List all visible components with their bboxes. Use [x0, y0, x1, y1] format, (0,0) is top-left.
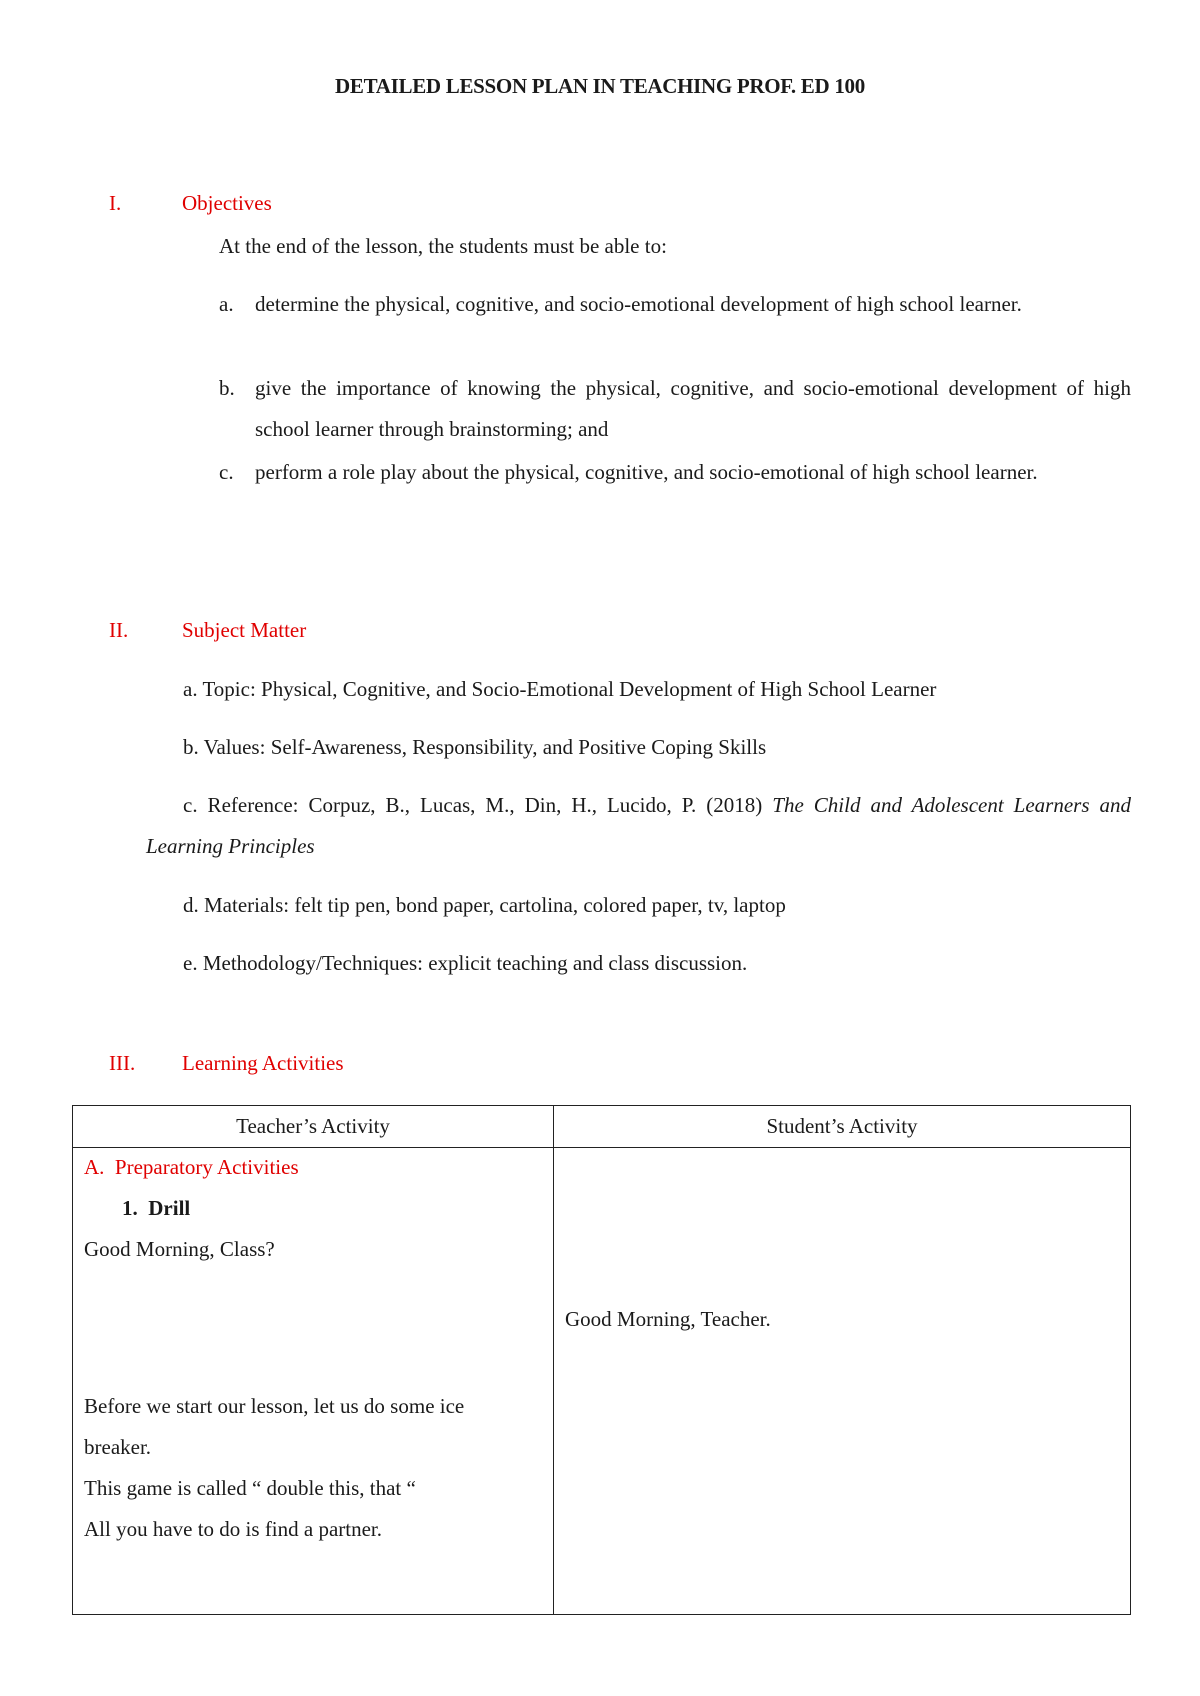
- reference-authors: c. Reference: Corpuz, B., Lucas, M., Din, H., Lucido, P. (2018): [183, 793, 763, 817]
- teacher-line: All you have to do is find a partner.: [84, 1517, 383, 1541]
- learning-activities-heading: Learning Activities: [182, 1051, 344, 1075]
- teacher-line: Good Morning, Class?: [84, 1237, 275, 1261]
- section-title: Preparatory Activities: [114, 1155, 299, 1179]
- teacher-line: breaker.: [84, 1435, 152, 1459]
- subject-values: b. Values: Self-Awareness, Responsibility, and Positive Coping Skills: [183, 735, 767, 759]
- subject-topic: a. Topic: Physical, Cognitive, and Socio-Emotional Development of High School Learner: [183, 677, 937, 701]
- objective-item-b: [219, 368, 1131, 452]
- student-activity-cell: [554, 1148, 1131, 1615]
- objectives-heading: Objectives: [182, 191, 272, 215]
- drill-heading: [122, 1188, 190, 1229]
- teacher-line: Before we start our lesson, let us do some ice: [84, 1394, 465, 1418]
- subject-methodology: e. Methodology/Techniques: explicit teaching and class discussion.: [183, 951, 748, 975]
- objective-item-c: [219, 452, 1131, 536]
- activities-table: [72, 1105, 1131, 1615]
- objectives-intro: At the end of the lesson, the students must be able to:: [219, 234, 667, 258]
- objective-label: c.: [219, 460, 234, 484]
- subject-reference: [146, 785, 1131, 867]
- step-title: Drill: [148, 1196, 191, 1220]
- subject-matter-heading: Subject Matter: [182, 618, 307, 642]
- learning-activities-number: III.: [109, 1051, 136, 1075]
- objective-text: determine the physical, cognitive, and socio-emotional development of high school learner.: [255, 292, 1022, 316]
- step-number: 1.: [122, 1196, 138, 1220]
- objective-item-a: [219, 284, 1131, 368]
- section-label: A.: [84, 1155, 105, 1179]
- section-heading: [84, 1147, 299, 1188]
- objective-text: give the importance of knowing the physical, cognitive, and socio-emotional development of high school learner through brainstorming; and: [255, 376, 1131, 441]
- teacher-activity-cell: [73, 1148, 554, 1615]
- reference-book-title: The Child and Adolescent Learners and Learning Principles: [146, 793, 1132, 858]
- teacher-line: This game is called “ double this, that “: [84, 1476, 416, 1500]
- objective-label: b.: [219, 376, 235, 400]
- objective-text: perform a role play about the physical, cognitive, and socio-emotional of high school learner.: [255, 460, 1038, 484]
- document-title: DETAILED LESSON PLAN IN TEACHING PROF. ED 100: [335, 74, 865, 98]
- teacher-activity-header: Teacher’s Activity: [73, 1106, 554, 1148]
- subject-matter-number: II.: [109, 618, 129, 642]
- student-line: Good Morning, Teacher.: [565, 1307, 771, 1331]
- objective-label: a.: [219, 292, 234, 316]
- subject-materials: d. Materials: felt tip pen, bond paper, cartolina, colored paper, tv, laptop: [183, 893, 786, 917]
- objectives-number: I.: [109, 191, 122, 215]
- student-activity-header: Student’s Activity: [554, 1106, 1131, 1148]
